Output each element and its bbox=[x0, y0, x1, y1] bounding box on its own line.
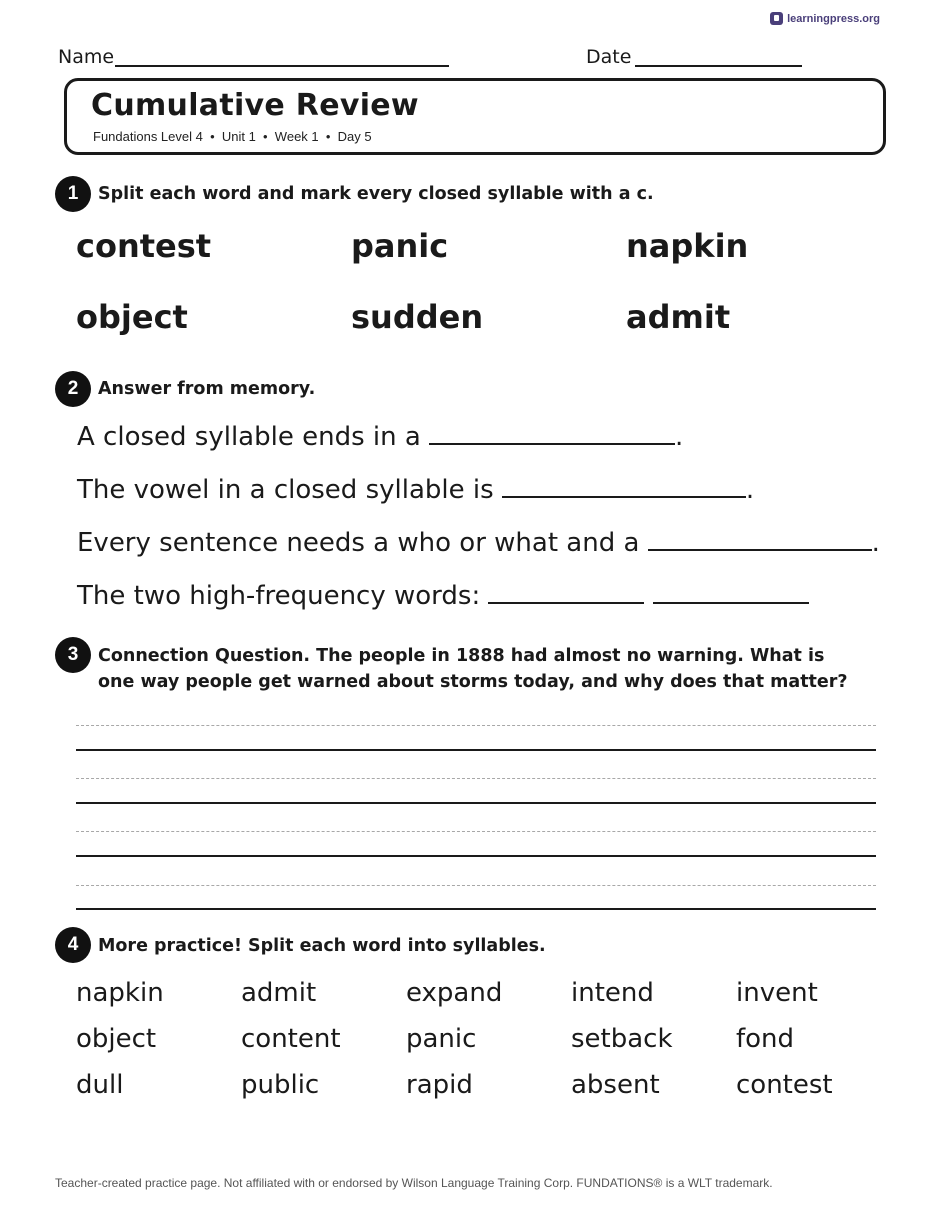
writing-guide-line bbox=[76, 831, 876, 832]
name-field[interactable] bbox=[115, 65, 449, 67]
practice-word: contest bbox=[736, 1070, 833, 1100]
name-label: Name bbox=[58, 46, 115, 68]
section-2-instruction: Answer from memory. bbox=[98, 379, 316, 399]
syllable-word: admit bbox=[626, 298, 731, 336]
practice-word: napkin bbox=[76, 978, 164, 1008]
fill-in-sentence: A closed syllable ends in a . bbox=[77, 422, 684, 452]
page-title: Cumulative Review bbox=[91, 88, 419, 123]
syllable-word: napkin bbox=[626, 227, 749, 265]
section-1-instruction: Split each word and mark every closed syllable with a c. bbox=[98, 184, 654, 204]
writing-guide-line bbox=[76, 885, 876, 886]
answer-blank[interactable] bbox=[648, 527, 872, 551]
fill-in-sentence: Every sentence needs a who or what and a . bbox=[77, 528, 880, 558]
page-subtitle: Fundations Level 4 • Unit 1 • Week 1 • Day 5 bbox=[93, 129, 372, 144]
practice-word: intend bbox=[571, 978, 654, 1008]
syllable-word: contest bbox=[76, 227, 212, 265]
section-number-2: 2 bbox=[55, 371, 91, 407]
answer-blank[interactable] bbox=[653, 580, 809, 604]
section-number-1: 1 bbox=[55, 176, 91, 212]
answer-blank[interactable] bbox=[502, 474, 746, 498]
writing-guide-line bbox=[76, 725, 876, 726]
section-3-instruction-line: Connection Question. The people in 1888 had almost no warning. What is bbox=[98, 646, 825, 666]
writing-line[interactable] bbox=[76, 908, 876, 910]
section-3-instruction-line: one way people get warned about storms today, and why does that matter? bbox=[98, 672, 848, 692]
book-icon bbox=[770, 12, 783, 25]
practice-word: expand bbox=[406, 978, 503, 1008]
practice-word: rapid bbox=[406, 1070, 473, 1100]
footer-disclaimer: Teacher-created practice page. Not affiliated with or endorsed by Wilson Language Training Corp. FUNDATIONS® is a WLT trademark. bbox=[55, 1176, 773, 1190]
practice-word: invent bbox=[736, 978, 818, 1008]
practice-word: fond bbox=[736, 1024, 795, 1054]
writing-line[interactable] bbox=[76, 749, 876, 751]
practice-word: content bbox=[241, 1024, 341, 1054]
section-number-4: 4 bbox=[55, 927, 91, 963]
practice-word: dull bbox=[76, 1070, 124, 1100]
section-4-instruction: More practice! Split each word into syllables. bbox=[98, 936, 546, 956]
writing-line[interactable] bbox=[76, 855, 876, 857]
writing-line[interactable] bbox=[76, 802, 876, 804]
fill-in-sentence: The two high-frequency words: bbox=[77, 580, 809, 611]
practice-word: public bbox=[241, 1070, 320, 1100]
answer-blank[interactable] bbox=[488, 580, 644, 604]
answer-blank[interactable] bbox=[429, 421, 675, 445]
date-field[interactable] bbox=[635, 65, 802, 67]
practice-word: admit bbox=[241, 978, 317, 1008]
practice-word: panic bbox=[406, 1024, 477, 1054]
brand-logo bbox=[770, 12, 880, 25]
practice-word: absent bbox=[571, 1070, 660, 1100]
syllable-word: sudden bbox=[351, 298, 484, 336]
syllable-word: panic bbox=[351, 227, 449, 265]
practice-word: object bbox=[76, 1024, 157, 1054]
brand-name: learningpress.org bbox=[787, 12, 880, 25]
date-label: Date bbox=[586, 46, 632, 68]
practice-word: setback bbox=[571, 1024, 673, 1054]
writing-guide-line bbox=[76, 778, 876, 779]
fill-in-sentence: The vowel in a closed syllable is . bbox=[77, 475, 755, 505]
syllable-word: object bbox=[76, 298, 188, 336]
section-number-3: 3 bbox=[55, 637, 91, 673]
